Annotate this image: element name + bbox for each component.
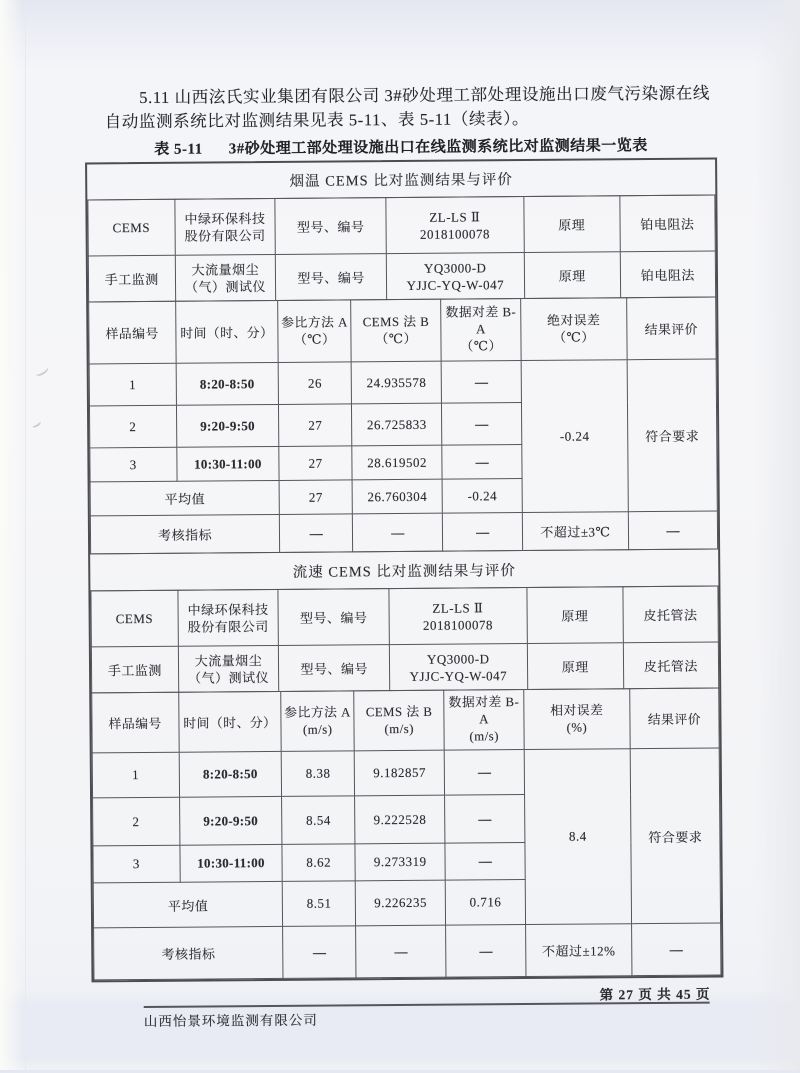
model-cell [389,644,527,691]
model-line2: 2018100078 [419,225,490,242]
principle-cell: 铂电阻法 [619,195,715,252]
model-line1: ZL-LS Ⅱ [432,599,484,616]
average-diff: 0.716 [446,880,526,926]
vendor-cell [178,645,279,692]
sample-row [89,359,716,406]
footer-company: 山西怡景环境监测有限公司 [143,1012,318,1030]
assessment-cems: — [352,513,443,552]
average-cems: 26.760304 [352,479,443,514]
vendor-line2: （气）测试仪 [188,669,270,686]
sample-time: 8:20-8:50 [179,751,282,797]
average-diff: -0.24 [442,479,522,514]
monitoring-table [85,157,723,982]
model-cell [386,253,524,300]
data-header-row [92,688,719,753]
average-label: 平均值 [90,480,280,515]
principle-label-cell: 原理 [524,252,620,299]
header-error-label: 绝对误差 [547,312,601,328]
ref-value: 8.62 [282,844,355,882]
header-ref-unit: （℃） [293,332,336,347]
diff-value: — [442,403,522,446]
model-line1: ZL-LS Ⅱ [429,208,481,225]
model-cell [389,588,527,645]
header-eval: 结果评价 [630,688,720,749]
average-label: 平均值 [93,881,283,927]
assessment-label: 考核指标 [90,514,280,553]
header-diff [441,299,521,362]
assessment-ref: — [280,514,353,553]
principle-label-cell: 原理 [524,196,620,253]
assessment-diff: — [443,513,523,552]
ref-value: 8.54 [282,796,355,845]
model-cell [386,197,524,254]
cems-value: 24.935578 [351,361,442,404]
average-ref: 8.51 [283,881,356,927]
ref-value: 27 [279,404,352,447]
header-cems-label: CEMS 法 B [365,704,433,719]
header-ref [278,300,351,363]
vendor-line1: 中绿环保科技 [187,601,269,618]
heading-line2: 自动监测系统比对监测结果见表 5-11、表 5-11（续表）。 [104,108,530,132]
header-ref-label: 参比方法 A [281,314,348,330]
header-diff-unit: (m/s) [469,729,500,744]
scan-smudge-mark [30,419,42,429]
model-line2: YJJC-YQ-W-047 [406,276,505,293]
diff-value: — [445,843,525,881]
assessment-eval: — [631,923,720,976]
cems-value: 9.182857 [354,750,445,796]
header-sample: 样品编号 [92,692,179,753]
vendor-line2: 股份有限公司 [187,618,269,635]
assessment-cems: — [356,925,447,978]
assessment-limit: 不超过±12% [526,924,632,977]
assessment-diff: — [446,925,526,978]
header-diff-label: 数据对差 B-A [448,695,520,727]
flow-rate-data-table [91,687,721,980]
ref-value: 27 [279,446,352,481]
model-line2: YJJC-YQ-W-047 [409,667,508,684]
header-ref-label: 参比方法 A [284,704,351,720]
section-flow-rate-title: 流速 CEMS 比对监测结果与评价 [90,549,718,592]
sample-no: 1 [89,363,176,406]
cems-value: 9.273319 [355,843,446,881]
system-cell: 手工监测 [91,646,178,693]
table-caption-title: 3#砂处理工部处理设施出口在线监测系统比对监测结果一览表 [228,138,648,158]
model-label-cell: 型号、编号 [276,254,387,301]
system-cell: CEMS [91,590,178,647]
equipment-row-manual [88,251,715,302]
data-header-row [89,297,716,364]
average-cems: 9.226235 [355,880,446,926]
smoke-temp-equipment-table [87,195,716,303]
header-cems-unit: (m/s) [384,721,415,736]
diff-value: — [441,361,521,404]
sample-no: 1 [92,752,179,798]
sample-no: 3 [93,845,180,883]
smoke-temp-data-table [88,297,718,555]
header-error [521,298,627,361]
sample-time: 9:20-9:50 [179,796,282,845]
equipment-row-cems [88,195,715,256]
average-ref: 27 [279,480,352,515]
diff-value: — [445,750,525,796]
equipment-row-manual [91,642,718,693]
model-label-cell: 型号、编号 [279,645,390,692]
vendor-line2: （气）测试仪 [184,278,267,295]
header-error-unit: (%) [566,720,588,735]
ref-value: 8.38 [282,751,355,797]
header-ref-unit: (m/s) [302,722,333,737]
vendor-line1: 大流量烟尘 [194,652,263,669]
diff-value: — [445,795,525,844]
header-error [524,689,630,750]
model-line1: YQ3000-D [423,259,487,276]
heading-line1: 5.11 山西泫氏实业集团有限公司 3#砂处理工部处理设施出口废气污染源在线 [139,83,711,108]
sample-no: 2 [93,797,180,846]
cems-value: 28.619502 [352,445,443,480]
sample-time: 10:30-11:00 [179,844,282,882]
header-cems-label: CEMS 法 B [362,314,430,329]
sample-no: 2 [89,405,176,448]
model-label-cell: 型号、编号 [278,589,389,646]
section-smoke-temp-title: 烟温 CEMS 比对监测结果与评价 [87,160,715,201]
evaluation-merged-cell: 符合要求 [630,748,720,924]
model-label-cell: 型号、编号 [275,198,386,255]
vendor-cell [175,254,276,301]
vendor-line2: 股份有限公司 [184,227,266,244]
principle-cell: 皮托管法 [623,586,719,643]
ref-value: 26 [278,362,351,405]
principle-label-cell: 原理 [527,643,623,690]
header-diff [444,690,524,751]
sample-time: 10:30-11:00 [176,446,279,481]
table-caption-label: 表 5-11 [154,141,203,158]
vendor-cell [177,589,278,646]
principle-label-cell: 原理 [527,587,623,644]
header-sample: 样品编号 [89,301,176,364]
header-cems [354,690,445,751]
header-diff-unit: （℃） [460,339,502,354]
sample-no: 3 [90,447,177,482]
evaluation-merged-cell: 符合要求 [627,359,717,512]
assessment-row [90,511,717,554]
table-caption [85,133,717,159]
header-diff-label: 数据对差 B-A [445,305,517,337]
document-heading [104,81,729,134]
cems-value: 26.725833 [352,403,443,446]
vendor-line1: 大流量烟尘 [191,261,260,278]
error-merged-cell: 8.4 [524,749,631,925]
footer-page-number: 第 27 页 共 45 页 [599,986,711,1003]
equipment-row-cems [91,586,718,647]
principle-cell: 铂电阻法 [620,251,716,298]
header-error-label: 相对误差 [550,702,604,718]
header-cems-unit: （℃） [375,331,417,346]
error-merged-cell: -0.24 [521,360,628,513]
assessment-eval: — [628,511,717,550]
header-ref [281,691,354,752]
assessment-limit: 不超过±3℃ [522,512,628,551]
sample-time: 8:20-8:50 [176,362,279,405]
cems-value: 9.222528 [355,795,446,844]
vendor-line1: 中绿环保科技 [184,210,266,227]
sample-row [92,748,719,798]
header-eval: 结果评价 [627,297,717,360]
system-cell: CEMS [88,199,175,256]
assessment-label: 考核指标 [94,926,284,979]
principle-cell: 皮托管法 [623,642,719,689]
diff-value: — [442,445,522,480]
system-cell: 手工监测 [88,255,175,302]
header-error-unit: （℃） [553,329,595,345]
assessment-ref: — [283,926,356,979]
header-time: 时间（时、分） [178,691,281,752]
vendor-cell [174,198,275,255]
sample-time: 9:20-9:50 [176,404,279,447]
flow-rate-equipment-table [90,586,719,694]
scan-smudge-mark [34,364,50,378]
assessment-row [94,923,721,980]
model-line2: 2018100078 [422,616,494,633]
model-line1: YQ3000-D [426,650,490,667]
header-cems [351,299,442,362]
header-time: 时间（时、分） [175,300,278,363]
